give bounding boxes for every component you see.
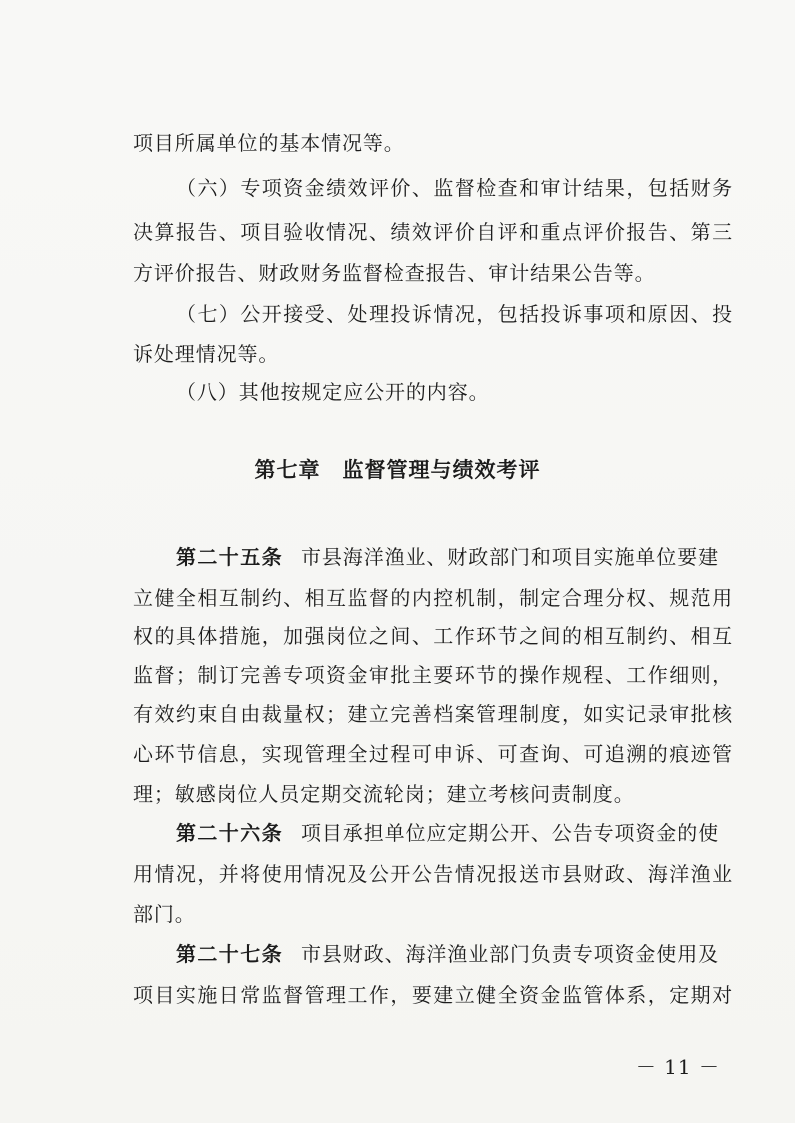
article-25-line-2: 立健全相互制约、相互监督的内控机制，制定合理分权、规范用 — [133, 586, 733, 610]
article-25-first-text: 市县海洋渔业、财政部门和项目实施单位要建 — [301, 545, 719, 569]
article-26-line-2: 用情况，并将使用情况及公开公告情况报送市县财政、海洋渔业 — [133, 862, 733, 886]
article-25-line-4: 监督；制订完善专项资金审批主要环节的操作规程、工作细则， — [133, 663, 733, 687]
page-number: － 11 － — [635, 1055, 720, 1079]
article-25-line-7: 理；敏感岗位人员定期交流轮岗；建立考核问责制度。 — [133, 782, 635, 806]
text-line-5: （七）公开接受、处理投诉情况，包括投诉事项和原因、投 — [176, 302, 733, 326]
article-26-label: 第二十六条 — [176, 821, 283, 845]
article-27-first-line — [176, 942, 776, 966]
text-line-4: 方评价报告、财政财务监督检查报告、审计结果公告等。 — [133, 261, 656, 285]
text-line-7: （八）其他按规定应公开的内容。 — [176, 380, 490, 404]
article-25-label: 第二十五条 — [176, 545, 283, 569]
text-line-2: （六）专项资金绩效评价、监督检查和审计结果，包括财务 — [176, 176, 733, 200]
text-line-3: 决算报告、项目验收情况、绩效评价自评和重点评价报告、第三 — [133, 220, 733, 244]
article-25-line-6: 心环节信息，实现管理全过程可申诉、可查询、可追溯的痕迹管 — [133, 742, 733, 766]
article-27-line-2: 项目实施日常监督管理工作，要建立健全资金监管体系，定期对 — [133, 983, 733, 1007]
article-26-first-text: 项目承担单位应定期公开、公告专项资金的使 — [301, 821, 719, 845]
article-27-label: 第二十七条 — [176, 942, 283, 966]
article-26-line-3: 部门。 — [133, 902, 196, 926]
article-25-line-5: 有效约束自由裁量权；建立完善档案管理制度，如实记录审批核 — [133, 702, 733, 726]
text-line-1: 项目所属单位的基本情况等。 — [133, 131, 405, 155]
article-27-first-text: 市县财政、海洋渔业部门负责专项资金使用及 — [301, 942, 719, 966]
article-25-line-3: 权的具体措施，加强岗位之间、工作环节之间的相互制约、相互 — [133, 624, 733, 648]
article-26-first-line — [176, 821, 776, 845]
text-line-6: 诉处理情况等。 — [133, 342, 280, 366]
chapter-title: 第七章 监督管理与绩效考评 — [254, 457, 541, 482]
article-25-first-line — [176, 545, 776, 569]
